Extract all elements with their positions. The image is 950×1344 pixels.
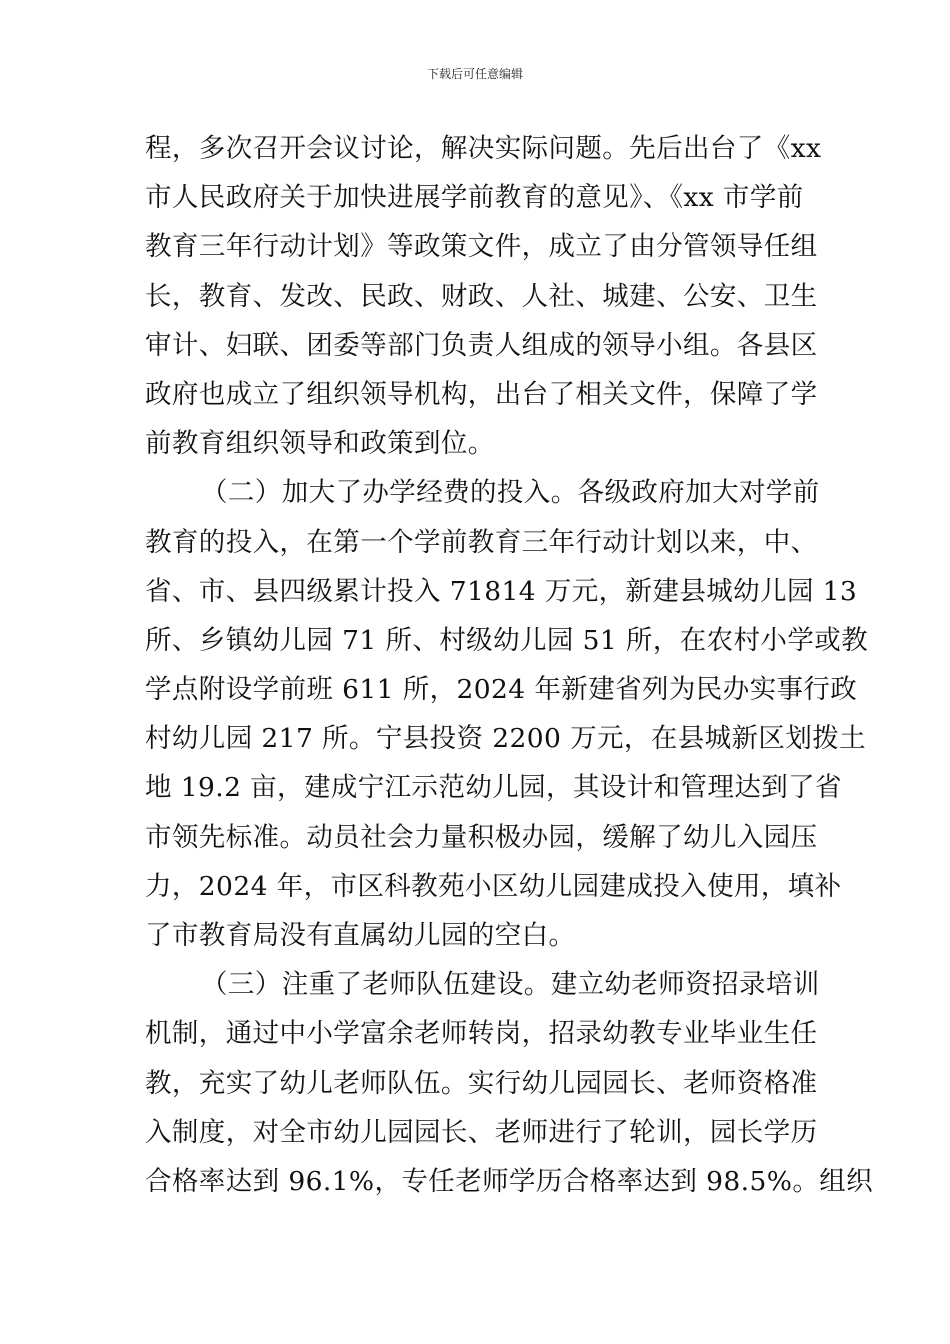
text-line: 长，教育、发改、民政、财政、人社、城建、公安、卫生: [145, 280, 818, 312]
text-line: 教育三年行动计划》等政策文件，成立了由分管领导任组: [145, 231, 818, 263]
text-line: 所、乡镇幼儿园 71 所、村级幼儿园 51 所，在农村小学或教: [145, 624, 869, 656]
text-line: 学点附设学前班 611 所，2024 年新建省列为民办实事行政: [145, 674, 858, 706]
text-line: 市领先标准。动员社会力量积极办园，缓解了幼儿入园压: [145, 821, 818, 853]
text-line: 村幼儿园 217 所。宁县投资 2200 万元，在县城新区划拨土: [145, 723, 867, 755]
page-header: 下载后可任意编辑: [426, 67, 523, 81]
text-line: 地 19.2 亩，建成宁江示范幼儿园，其设计和管理达到了省: [145, 772, 842, 804]
text-line: 审计、妇联、团委等部门负责人组成的领导小组。各县区: [145, 329, 818, 361]
text-line: 教育的投入，在第一个学前教育三年行动计划以来，中、: [145, 526, 818, 558]
text-line: 教，充实了幼儿老师队伍。实行幼儿园园长、老师资格准: [145, 1067, 818, 1099]
text-line: 合格率达到 96.1%，专任老师学历合格率达到 98.5%。组织: [145, 1165, 874, 1197]
text-line: （三）注重了老师队伍建设。建立幼老师资招录培训: [201, 969, 820, 1001]
text-line: 前教育组织领导和政策到位。: [145, 428, 495, 460]
text-line: 力，2024 年，市区科教苑小区幼儿园建成投入使用，填补: [145, 870, 842, 902]
text-line: 政府也成立了组织领导机构，出台了相关文件，保障了学: [145, 378, 818, 410]
text-line: 机制，通过中小学富余老师转岗，招录幼教专业毕业生任: [145, 1018, 818, 1050]
text-line: 了市教育局没有直属幼儿园的空白。: [145, 920, 576, 951]
text-line: 程，多次召开会议讨论，解决实际问题。先后出台了《xx: [145, 133, 822, 164]
text-line: 市人民政府关于加快进展学前教育的意见》、《xx 市学前: [145, 182, 804, 214]
text-line: 省、市、县四级累计投入 71814 万元，新建县城幼儿园 13: [145, 575, 858, 607]
document-body: [145, 124, 874, 1206]
text-line: 入制度，对全市幼儿园园长、老师进行了轮训，园长学历: [145, 1116, 818, 1148]
text-line: （二）加大了办学经费的投入。各级政府加大对学前: [201, 477, 820, 509]
